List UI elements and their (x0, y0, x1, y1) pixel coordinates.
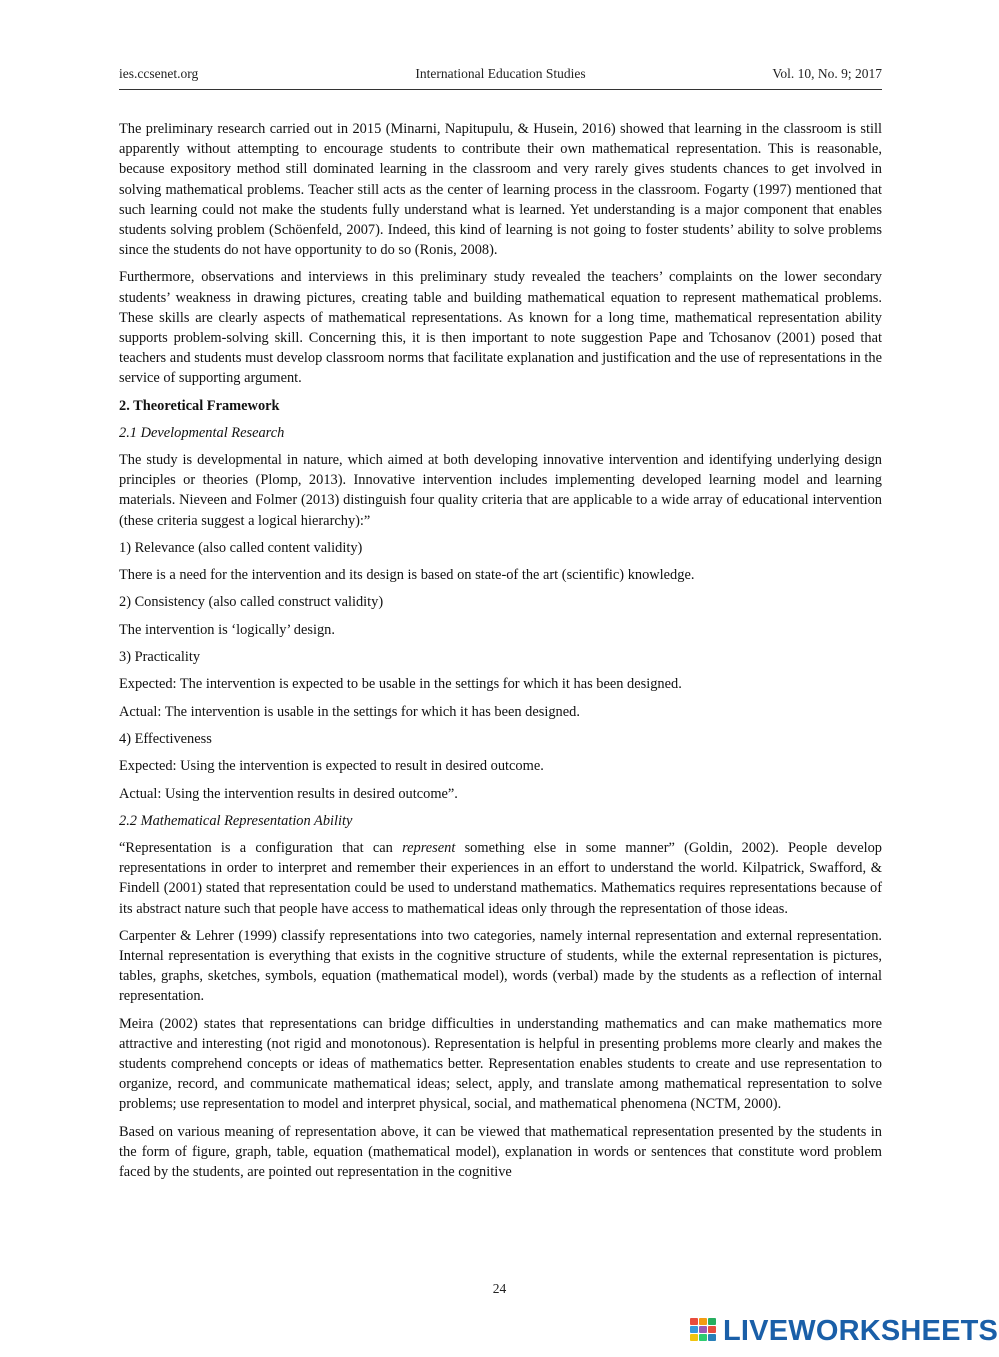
journal-site: ies.ccsenet.org (119, 66, 199, 81)
criteria-item: 3) Practicality (119, 649, 201, 666)
article-body (119, 119, 882, 1189)
paragraph-developmental-intro: The study is developmental in nature, which aimed at both developing innovative intervention and identifying underlying design principles or theories (Plomp, 2013). Innovative intervention includes implementing developed learning model and learning materials. Nieveen and Folmer (2013) distinguish four quality criteria that are applicable to a wide array of educational intervention (these criteria suggest a logical hierarchy):” (119, 452, 882, 529)
paragraph-observations: Furthermore, observations and interviews in this preliminary study revealed the teachers’ complaints on the lower secondary students’ weakness in drawing pictures, creating table and building mathematical equation to represent mathematical problems. These skills are clearly aspects of mathematical representations. As known for a long time, mathematical representation ability supports problem-solving skill. Concerning this, it is then important to note suggestion Pape and Tchosanov (2001) posed that teachers and students must develop classroom norms that facilitate explanation and justification and the use of representations in the service of supporting argument. (119, 269, 882, 387)
journal-title: International Education Studies (415, 66, 586, 81)
section-heading-theoretical-framework: 2. Theoretical Framework (119, 397, 280, 414)
criteria-item: 1) Relevance (also called content validity) (119, 539, 363, 556)
header-rule (119, 89, 882, 90)
definition-text-start: “Representation is a configuration that can (119, 840, 403, 857)
liveworksheets-logo-icon (690, 1318, 720, 1344)
criteria-item: Expected: The intervention is expected to be usable in the settings for which it has been designed. (119, 676, 682, 693)
criteria-item: 2) Consistency (also called construct validity) (119, 594, 384, 611)
paragraph-representation-summary: Based on various meaning of representation above, it can be viewed that mathematical representation presented by the students in the form of figure, graph, table, equation (mathematical model), explanation in words or sentences that constitute word problem faced by the students, are pointed out representation in the cognitive (119, 1123, 882, 1181)
subsection-heading-developmental-research: 2.1 Developmental Research (119, 424, 285, 441)
definition-text-end: something else in some manner” (Goldin, 2002). People develop representations in order to interpret and remember their experiences in an effort to understand the world. Kilpatrick, Swafford, & Findell (2001) stated that representation could be used to understand mathematics. Mathematics requires representations because of its abstract nature such that people have access to mathematical ideas only through the representation of those ideas. (119, 840, 882, 917)
criteria-item: The intervention is ‘logically’ design. (119, 621, 335, 638)
watermark-text: LIVEWORKSHEETS (723, 1314, 999, 1347)
liveworksheets-watermark[interactable] (690, 1316, 998, 1346)
criteria-item: Expected: Using the intervention is expected to result in desired outcome. (119, 758, 544, 775)
running-header (119, 66, 882, 86)
criteria-item: There is a need for the intervention and its design is based on state-of the art (scientific) knowledge. (119, 567, 695, 584)
paragraph-representation-categories: Carpenter & Lehrer (1999) classify representations into two categories, namely internal representation and external representation. Internal representation is everything that exists in the cognitive structure of students, while the external representation is pictures, tables, graphs, sketches, symbols, equation (mathematical model), words (verbal) made by the students as a reflection of internal representation. (119, 927, 882, 1005)
criteria-item: Actual: The intervention is usable in the settings for which it has been designed. (119, 703, 580, 720)
subsection-heading-representation-ability: 2.2 Mathematical Representation Ability (119, 812, 353, 829)
criteria-item: 4) Effectiveness (119, 730, 212, 747)
paragraph-representation-benefits: Meira (2002) states that representations can bridge difficulties in understanding mathematics and can make mathematics more attractive and interesting (not rigid and monotonous). Representation is helpful in presenting problems more clearly and makes the students comprehend concepts or ideas of mathematics better. Representation enables students to create and use representation to organize, record, and communicate mathematical ideas; select, apply, and translate among mathematical representation to solve problems; use representation to model and interpret physical, social, and mathematical phenomena (NCTM, 2000). (119, 1015, 882, 1113)
definition-emphasis: represent (402, 840, 456, 857)
page-number: 24 (492, 1281, 507, 1296)
volume-info: Vol. 10, No. 9; 2017 (772, 66, 882, 81)
paragraph-representation-definition (119, 838, 882, 919)
criteria-item: Actual: Using the intervention results in desired outcome”. (119, 785, 458, 802)
paragraph-preliminary-research: The preliminary research carried out in 2015 (Minarni, Napitupulu, & Husein, 2016) showed that learning in the classroom is still apparently without attempting to encourage students to contribute their own mathematical representation. This is reasonable, because expository method still dominated learning in the classroom and very rarely gives students chances to get involved in solving mathematical problems. Teacher still acts as the center of learning process in the classroom. Fogarty (1997) mentioned that such learning could not make the students fully understand what is learned. Yet understanding is a major component that enables students solving problem (Schöenfeld, 2007). Indeed, this kind of learning is not going to foster students’ ability to solve problems since the students do not have opportunity to do so (Ronis, 2008). (119, 121, 882, 259)
